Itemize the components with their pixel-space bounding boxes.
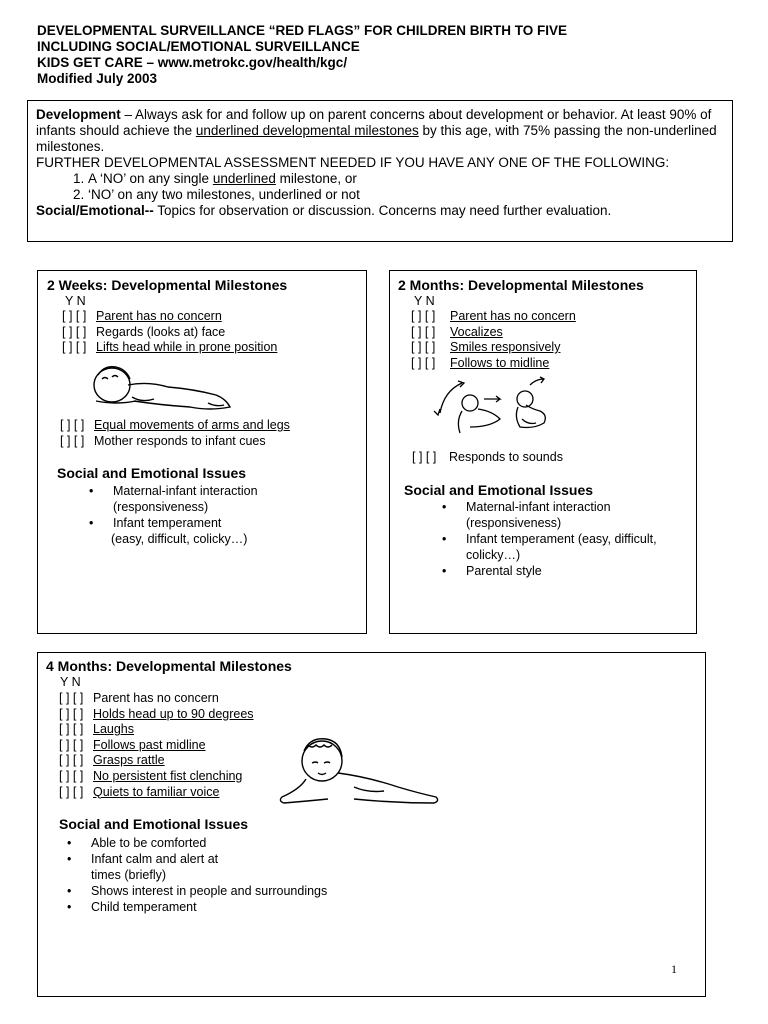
development-underlined: underlined developmental milestones <box>195 123 419 138</box>
yes-no-checkbox[interactable]: [ ] [ ] <box>59 737 84 752</box>
social-item: • Maternal-infant interaction (responsiveness) <box>89 483 319 515</box>
milestone-item <box>59 769 254 785</box>
two-months-title: 2 Months: Developmental Milestones <box>398 277 644 293</box>
development-label: Development <box>36 107 121 122</box>
yes-no-checkbox[interactable]: [ ] [ ] <box>59 753 84 768</box>
document-header <box>37 23 567 87</box>
criteria-item <box>88 171 724 187</box>
milestone-item <box>62 309 277 325</box>
yes-no-checkbox[interactable]: [ ] [ ] <box>59 784 84 799</box>
criteria-text-end: milestone, or <box>275 171 357 186</box>
social-emotional-label: Social/Emotional-- <box>36 203 154 218</box>
criteria-item: 2. ‘NO’ on any two milestones, underlined or not <box>88 187 724 203</box>
yes-no-checkbox[interactable]: [ ] [ ] <box>411 355 436 370</box>
two-weeks-temperament-detail: (easy, difficult, colicky…) <box>111 532 248 546</box>
milestone-item <box>59 707 254 723</box>
milestone-label: Parent has no concern <box>93 691 219 705</box>
milestone-item <box>411 356 576 372</box>
milestone-label: Vocalizes <box>450 324 503 339</box>
two-months-box <box>389 270 697 634</box>
yes-no-checkbox[interactable]: [ ] [ ] <box>62 340 87 355</box>
milestone-label: Equal movements of arms and legs <box>94 418 290 432</box>
milestone-item <box>59 785 254 801</box>
yes-no-checkbox[interactable]: [ ] [ ] <box>411 324 436 339</box>
four-months-title: 4 Months: Developmental Milestones <box>46 658 292 674</box>
two-weeks-title: 2 Weeks: Developmental Milestones <box>47 277 288 293</box>
social-emotional-paragraph <box>36 203 724 219</box>
criteria-underlined: underlined <box>212 171 276 186</box>
social-item: • Infant temperament <box>89 515 319 531</box>
infant-head-up-illustration <box>278 737 448 809</box>
milestone-item <box>411 325 576 341</box>
milestone-label: No persistent fist clenching <box>93 768 243 783</box>
milestone-label: Laughs <box>93 722 135 737</box>
milestone-label: Follows to midline <box>450 355 550 370</box>
milestone-label: Smiles responsively <box>450 340 561 355</box>
milestone-label: Mother responds to infant cues <box>94 433 266 448</box>
further-assessment-heading: FURTHER DEVELOPMENTAL ASSESSMENT NEEDED IF YOU HAVE ANY ONE OF THE FOLLOWING: <box>36 155 670 170</box>
criteria-text: A ‘NO’ on any single <box>88 171 213 186</box>
milestone-item <box>411 309 576 325</box>
yes-no-checkbox[interactable]: [ ] [ ] <box>62 324 87 339</box>
milestone-label: Regards (looks at) face <box>96 324 226 339</box>
milestone-item <box>62 325 277 341</box>
two-months-milestones <box>411 309 576 371</box>
yes-no-checkbox[interactable]: [ ] [ ] <box>59 691 84 705</box>
yes-no-checkbox[interactable]: [ ] [ ] <box>59 722 84 737</box>
milestone-label: Responds to sounds <box>449 450 563 464</box>
infant-following-illustration <box>430 375 565 437</box>
yes-no-header: Y N <box>65 294 86 308</box>
yes-no-checkbox[interactable]: [ ] [ ] <box>60 418 85 432</box>
social-item: • Infant temperament (easy, difficult, colicky…) <box>442 531 672 563</box>
milestone-label: Parent has no concern <box>96 309 222 323</box>
milestone-label: Follows past midline <box>93 737 206 752</box>
social-item: • Infant calm and alert at times (briefly) <box>67 851 241 883</box>
development-text: – Always ask for and follow up on parent concerns about development or behavior. At least 90% of infants should achieve the <box>36 107 712 138</box>
four-months-social-title: Social and Emotional Issues <box>59 816 249 832</box>
yes-no-checkbox[interactable]: [ ] [ ] <box>411 340 436 355</box>
milestone-label: Holds head up to 90 degrees <box>93 706 254 721</box>
two-months-extra-milestone <box>412 450 563 464</box>
page-number: 1 <box>671 962 677 976</box>
header-modified-date: Modified July 2003 <box>37 71 158 86</box>
two-weeks-box <box>37 270 367 634</box>
infant-prone-illustration <box>88 363 238 413</box>
yes-no-checkbox[interactable]: [ ] [ ] <box>62 309 87 323</box>
milestone-label: Lifts head while in prone position <box>96 340 278 355</box>
four-months-milestones <box>59 691 254 800</box>
milestone-item <box>59 722 254 738</box>
two-months-social-list <box>442 499 672 579</box>
criteria-list <box>36 171 724 203</box>
yes-no-checkbox[interactable]: [ ] [ ] <box>60 433 85 448</box>
two-months-social-title: Social and Emotional Issues <box>404 482 594 498</box>
social-item: • Able to be comforted <box>67 835 387 851</box>
two-weeks-social-list <box>89 483 319 531</box>
milestone-item <box>62 340 277 356</box>
milestone-label: Quiets to familiar voice <box>93 784 220 799</box>
milestone-label: Grasps rattle <box>93 753 165 768</box>
milestone-item <box>411 340 576 356</box>
header-title-line1: DEVELOPMENTAL SURVEILLANCE “RED FLAGS” FOR CHILDREN BIRTH TO FIVE <box>37 23 568 38</box>
two-weeks-milestones-b <box>60 418 290 449</box>
intro-box <box>27 100 733 242</box>
social-item: • Shows interest in people and surroundings <box>67 883 387 899</box>
social-emotional-text: Topics for observation or discussion. Concerns may need further evaluation. <box>153 203 612 218</box>
yes-no-checkbox[interactable]: [ ] [ ] <box>59 768 84 783</box>
milestone-item <box>59 753 254 769</box>
yes-no-checkbox[interactable]: [ ] [ ] <box>59 706 84 721</box>
yes-no-header: Y N <box>60 675 81 689</box>
milestone-label: Parent has no concern <box>450 309 576 323</box>
header-title-line2: INCLUDING SOCIAL/EMOTIONAL SURVEILLANCE <box>37 39 360 54</box>
milestone-item <box>59 738 254 754</box>
four-months-box <box>37 652 706 997</box>
two-weeks-social-title: Social and Emotional Issues <box>57 465 247 481</box>
two-weeks-milestones <box>62 309 277 356</box>
development-text-end: by this age, with 75% passing the non-underlined milestones. <box>36 123 717 154</box>
milestone-item <box>60 434 290 450</box>
social-item: • Parental style <box>442 563 672 579</box>
yes-no-header: Y N <box>414 294 435 308</box>
four-months-social-list <box>67 835 387 915</box>
social-item: • Child temperament <box>67 899 387 915</box>
yes-no-checkbox[interactable]: [ ] [ ] <box>412 450 437 464</box>
milestone-item <box>59 691 254 707</box>
header-program-line: KIDS GET CARE – www.metrokc.gov/health/kgc/ <box>37 55 348 70</box>
milestone-item <box>60 418 290 434</box>
yes-no-checkbox[interactable]: [ ] [ ] <box>411 309 436 323</box>
development-paragraph <box>36 107 724 155</box>
social-item: • Maternal-infant interaction (responsiveness) <box>442 499 672 531</box>
